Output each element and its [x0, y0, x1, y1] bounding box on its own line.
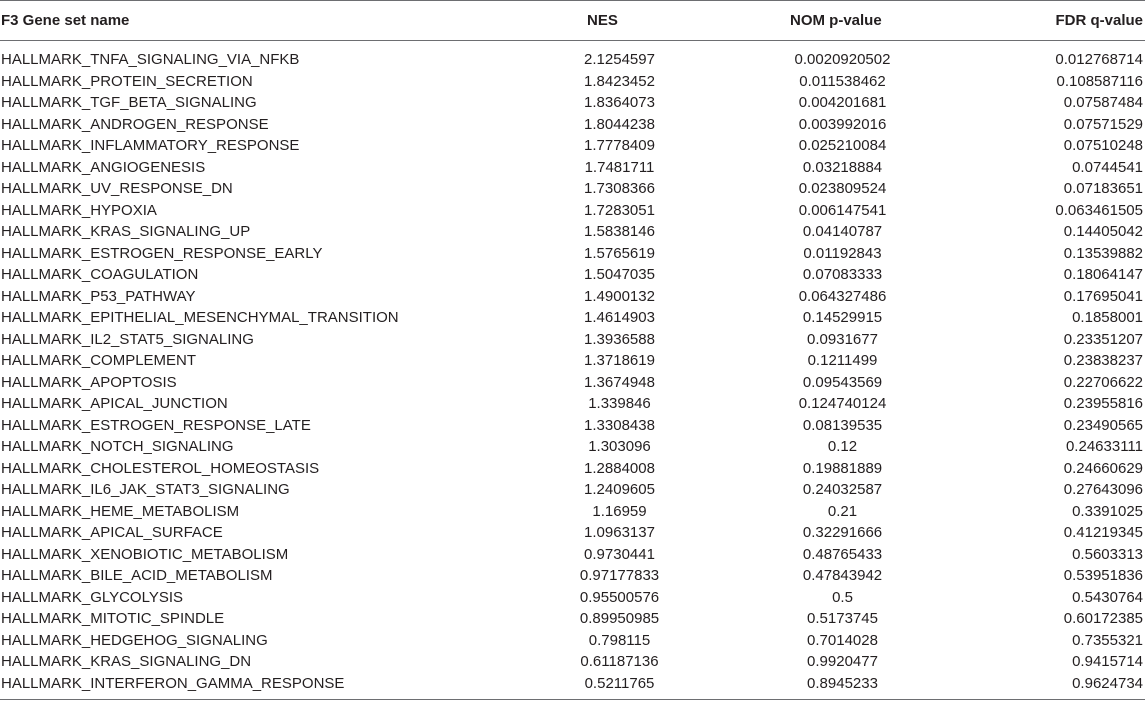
cell-nes: 0.9730441 — [584, 545, 655, 563]
cell-nes: 1.8423452 — [584, 72, 655, 90]
cell-nom-p-value: 0.064327486 — [798, 287, 887, 305]
cell-gene-set-name: HALLMARK_IL2_STAT5_SIGNALING — [1, 330, 254, 348]
cell-nes: 1.303096 — [588, 438, 651, 456]
cell-gene-set-name: HALLMARK_GLYCOLYSIS — [1, 588, 184, 606]
cell-nes: 1.3674948 — [584, 373, 655, 391]
cell-nom-p-value: 0.01192843 — [803, 244, 882, 262]
table-row — [0, 114, 1145, 136]
cell-gene-set-name: HALLMARK_TNFA_SIGNALING_VIA_NFKB — [1, 51, 300, 69]
cell-gene-set-name: HALLMARK_ANGIOGENESIS — [1, 158, 206, 176]
cell-fdr-q-value: 0.23490565 — [1063, 416, 1143, 434]
table-row — [0, 651, 1145, 673]
cell-nom-p-value: 0.21 — [827, 502, 858, 520]
table-row — [0, 630, 1145, 652]
cell-gene-set-name: HALLMARK_UV_RESPONSE_DN — [1, 180, 233, 198]
cell-nom-p-value: 0.011538462 — [799, 72, 886, 90]
cell-fdr-q-value: 0.07183651 — [1063, 180, 1143, 198]
cell-gene-set-name: HALLMARK_ESTROGEN_RESPONSE_LATE — [1, 416, 311, 434]
cell-nom-p-value: 0.19881889 — [802, 459, 883, 477]
cell-gene-set-name: HALLMARK_KRAS_SIGNALING_UP — [1, 223, 251, 241]
cell-nes: 1.4900132 — [584, 287, 655, 305]
cell-nom-p-value: 0.025210084 — [798, 137, 887, 155]
cell-fdr-q-value: 0.14405042 — [1063, 223, 1143, 241]
table-body — [0, 41, 1145, 695]
cell-nes: 0.89950985 — [579, 610, 660, 628]
table-row — [0, 200, 1145, 222]
cell-gene-set-name: HALLMARK_APOPTOSIS — [1, 373, 177, 391]
cell-nes: 1.3308438 — [584, 416, 655, 434]
cell-nom-p-value: 0.023809524 — [798, 180, 887, 198]
table-row — [0, 544, 1145, 566]
cell-gene-set-name: HALLMARK_EPITHELIAL_MESENCHYMAL_TRANSITION — [1, 309, 399, 327]
cell-gene-set-name: HALLMARK_HYPOXIA — [1, 201, 157, 219]
cell-nes: 1.4614903 — [584, 309, 655, 327]
cell-nes: 1.5047035 — [584, 266, 655, 284]
cell-nom-p-value: 0.1211499 — [807, 352, 878, 370]
cell-nes: 0.61187136 — [580, 653, 659, 671]
table-row — [0, 587, 1145, 609]
cell-fdr-q-value: 0.07587484 — [1063, 94, 1143, 112]
cell-gene-set-name: HALLMARK_NOTCH_SIGNALING — [1, 438, 234, 456]
cell-nes: 1.8044238 — [584, 115, 655, 133]
cell-nom-p-value: 0.48765433 — [802, 545, 883, 563]
cell-nom-p-value: 0.32291666 — [802, 524, 883, 542]
table-row — [0, 372, 1145, 394]
cell-nes: 1.8364073 — [584, 94, 655, 112]
cell-fdr-q-value: 0.07571529 — [1063, 115, 1143, 133]
cell-gene-set-name: HALLMARK_COAGULATION — [1, 266, 199, 284]
cell-fdr-q-value: 0.9624734 — [1072, 674, 1143, 692]
cell-gene-set-name: HALLMARK_KRAS_SIGNALING_DN — [1, 653, 252, 671]
cell-gene-set-name: HALLMARK_HEME_METABOLISM — [1, 502, 240, 520]
header-nom-p-value: NOM p-value — [729, 1, 954, 41]
table-row — [0, 135, 1145, 157]
cell-nom-p-value: 0.24032587 — [802, 481, 883, 499]
cell-fdr-q-value: 0.41219345 — [1063, 524, 1143, 542]
cell-nom-p-value: 0.0931677 — [807, 330, 878, 348]
cell-nom-p-value: 0.12 — [827, 438, 858, 456]
cell-fdr-q-value: 0.23838237 — [1063, 352, 1143, 370]
cell-gene-set-name: HALLMARK_APICAL_SURFACE — [1, 524, 223, 542]
cell-nom-p-value: 0.003992016 — [798, 115, 887, 133]
cell-fdr-q-value: 0.53951836 — [1063, 567, 1143, 585]
header-nes: NES — [455, 1, 729, 41]
cell-gene-set-name: HALLMARK_P53_PATHWAY — [1, 287, 196, 305]
cell-fdr-q-value: 0.108587116 — [1056, 72, 1143, 90]
table-row — [0, 522, 1145, 544]
cell-nom-p-value: 0.5173745 — [807, 610, 878, 628]
cell-fdr-q-value: 0.0744541 — [1072, 158, 1143, 176]
cell-nes: 1.7778409 — [584, 137, 655, 155]
cell-fdr-q-value: 0.7355321 — [1072, 631, 1143, 649]
table-bottom-rule — [0, 699, 1145, 700]
cell-nom-p-value: 0.07083333 — [802, 266, 883, 284]
cell-gene-set-name: HALLMARK_ANDROGEN_RESPONSE — [1, 115, 269, 133]
cell-nom-p-value: 0.0020920502 — [794, 51, 891, 69]
header-row — [0, 1, 1145, 41]
table-row — [0, 157, 1145, 179]
cell-gene-set-name: HALLMARK_PROTEIN_SECRETION — [1, 72, 253, 90]
cell-fdr-q-value: 0.13539882 — [1063, 244, 1143, 262]
cell-nes: 1.3718619 — [584, 352, 655, 370]
cell-nom-p-value: 0.8945233 — [807, 674, 878, 692]
cell-gene-set-name: HALLMARK_XENOBIOTIC_METABOLISM — [1, 545, 289, 563]
table-row — [0, 286, 1145, 308]
cell-fdr-q-value: 0.23351207 — [1063, 330, 1143, 348]
cell-nes: 1.2884008 — [584, 459, 655, 477]
cell-nes: 1.0963137 — [584, 524, 655, 542]
table-row — [0, 458, 1145, 480]
cell-gene-set-name: HALLMARK_INTERFERON_GAMMA_RESPONSE — [1, 674, 345, 692]
cell-gene-set-name: HALLMARK_BILE_ACID_METABOLISM — [1, 567, 273, 585]
cell-nes: 1.3936588 — [584, 330, 655, 348]
cell-fdr-q-value: 0.063461505 — [1055, 201, 1143, 219]
cell-nom-p-value: 0.006147541 — [798, 201, 887, 219]
table-header — [0, 1, 1145, 41]
cell-nom-p-value: 0.9920477 — [807, 653, 878, 671]
cell-nom-p-value: 0.14529915 — [802, 309, 883, 327]
table-row — [0, 436, 1145, 458]
cell-nom-p-value: 0.124740124 — [798, 395, 887, 413]
cell-gene-set-name: HALLMARK_APICAL_JUNCTION — [1, 395, 228, 413]
header-fdr-q-value: FDR q-value — [954, 1, 1145, 41]
cell-nes: 1.339846 — [588, 395, 651, 413]
cell-nom-p-value: 0.5 — [832, 588, 853, 606]
table-row — [0, 415, 1145, 437]
cell-gene-set-name: HALLMARK_HEDGEHOG_SIGNALING — [1, 631, 268, 649]
cell-nes: 1.16959 — [592, 502, 647, 520]
table-row — [0, 41, 1145, 71]
cell-nes: 1.5838146 — [584, 223, 655, 241]
cell-nes: 1.7308366 — [584, 180, 655, 198]
table-row — [0, 673, 1145, 695]
cell-gene-set-name: HALLMARK_COMPLEMENT — [1, 352, 197, 370]
cell-nom-p-value: 0.08139535 — [802, 416, 883, 434]
cell-gene-set-name: HALLMARK_CHOLESTEROL_HOMEOSTASIS — [1, 459, 320, 477]
cell-fdr-q-value: 0.5430764 — [1072, 588, 1143, 606]
cell-fdr-q-value: 0.22706622 — [1063, 373, 1143, 391]
table-row — [0, 71, 1145, 93]
table-row — [0, 393, 1145, 415]
table-row — [0, 264, 1145, 286]
cell-fdr-q-value: 0.5603313 — [1072, 545, 1143, 563]
cell-nes: 1.7481711 — [584, 158, 655, 176]
table-row — [0, 608, 1145, 630]
table-row — [0, 178, 1145, 200]
cell-fdr-q-value: 0.17695041 — [1063, 287, 1143, 305]
table-row — [0, 350, 1145, 372]
table-row — [0, 479, 1145, 501]
cell-nes: 1.7283051 — [584, 201, 655, 219]
cell-nes: 0.95500576 — [579, 588, 660, 606]
cell-fdr-q-value: 0.27643096 — [1063, 481, 1143, 499]
cell-fdr-q-value: 0.3391025 — [1072, 502, 1143, 520]
cell-fdr-q-value: 0.18064147 — [1063, 266, 1143, 284]
cell-fdr-q-value: 0.012768714 — [1055, 51, 1143, 69]
cell-nes: 0.798115 — [588, 631, 651, 649]
cell-gene-set-name: HALLMARK_ESTROGEN_RESPONSE_EARLY — [1, 244, 323, 262]
cell-nes: 2.1254597 — [584, 51, 655, 69]
cell-nom-p-value: 0.47843942 — [802, 567, 883, 585]
cell-nes: 1.2409605 — [584, 481, 655, 499]
cell-gene-set-name: HALLMARK_INFLAMMATORY_RESPONSE — [1, 137, 300, 155]
cell-fdr-q-value: 0.24633111 — [1065, 438, 1143, 456]
header-gene-set-name: F3 Gene set name — [0, 1, 455, 41]
cell-gene-set-name: HALLMARK_MITOTIC_SPINDLE — [1, 610, 225, 628]
cell-fdr-q-value: 0.23955816 — [1063, 395, 1143, 413]
cell-fdr-q-value: 0.9415714 — [1072, 653, 1143, 671]
cell-gene-set-name: HALLMARK_IL6_JAK_STAT3_SIGNALING — [1, 481, 290, 499]
cell-fdr-q-value: 0.1858001 — [1072, 309, 1143, 327]
cell-nom-p-value: 0.004201681 — [798, 94, 887, 112]
table-row — [0, 307, 1145, 329]
cell-nom-p-value: 0.09543569 — [802, 373, 883, 391]
table-row — [0, 243, 1145, 265]
table-row — [0, 565, 1145, 587]
cell-gene-set-name: HALLMARK_TGF_BETA_SIGNALING — [1, 94, 257, 112]
cell-nes: 1.5765619 — [584, 244, 655, 262]
cell-nes: 0.97177833 — [579, 567, 660, 585]
cell-nom-p-value: 0.7014028 — [807, 631, 878, 649]
table-row — [0, 501, 1145, 523]
cell-nom-p-value: 0.04140787 — [802, 223, 883, 241]
cell-fdr-q-value: 0.24660629 — [1063, 459, 1143, 477]
table-row — [0, 221, 1145, 243]
cell-nes: 0.5211765 — [584, 674, 655, 692]
table-row — [0, 329, 1145, 351]
cell-nom-p-value: 0.03218884 — [802, 158, 883, 176]
cell-fdr-q-value: 0.60172385 — [1063, 610, 1143, 628]
table-row — [0, 92, 1145, 114]
cell-fdr-q-value: 0.07510248 — [1063, 137, 1143, 155]
